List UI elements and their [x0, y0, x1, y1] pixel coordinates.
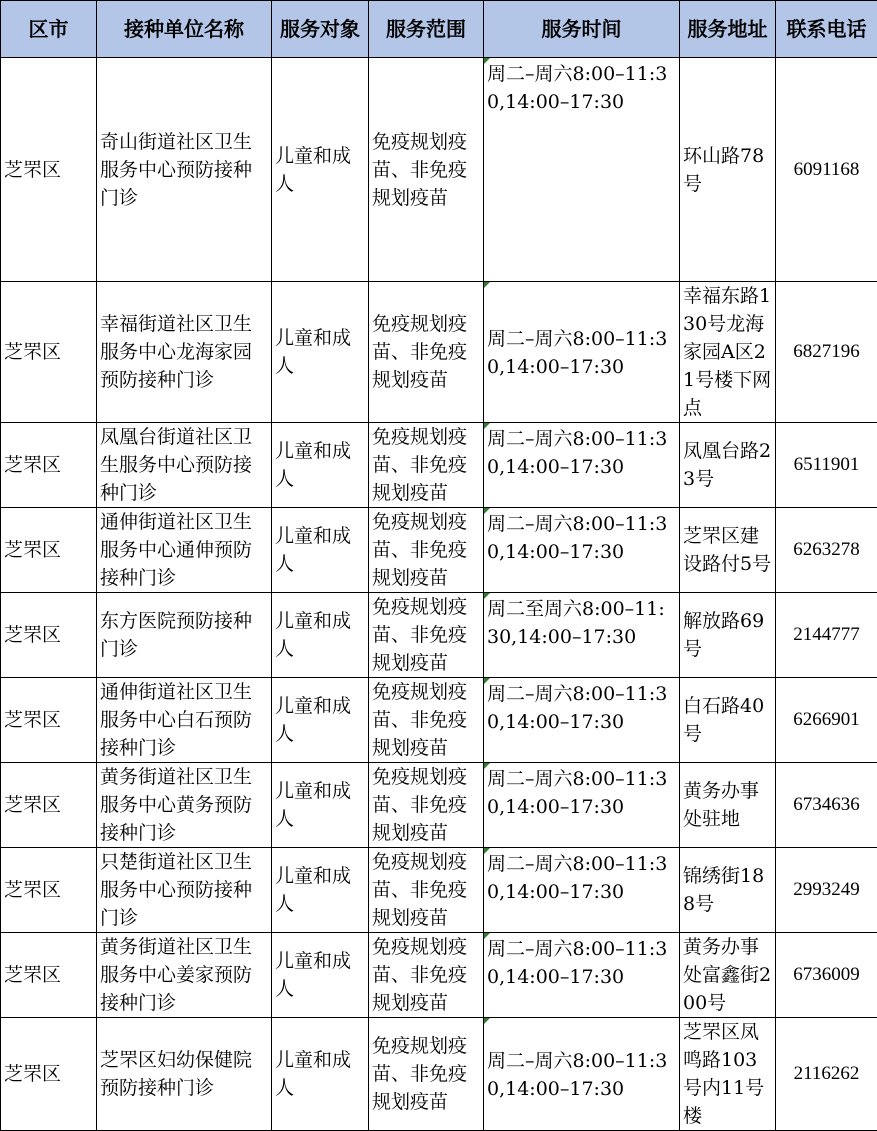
cell-scope: 免疫规划疫苗、非免疫规划疫苗: [369, 1018, 484, 1131]
cell-time: 周二至周六8:00–11:30,14:00–17:30: [484, 593, 680, 678]
cell-time: 周二–周六8:00–11:30,14:00–17:30: [484, 848, 680, 933]
cell-site-name: 幸福街道社区卫生服务中心龙海家园预防接种门诊: [97, 282, 272, 423]
cell-time: 周二–周六8:00–11:30,14:00–17:30: [484, 508, 680, 593]
table-row: [1, 763, 877, 848]
cell-time: 周二–周六8:00–11:30,14:00–17:30: [484, 58, 680, 282]
cell-site-name: 通伸街道社区卫生服务中心通伸预防接种门诊: [97, 508, 272, 593]
cell-scope: 免疫规划疫苗、非免疫规划疫苗: [369, 282, 484, 423]
table-row: [1, 1018, 877, 1131]
cell-district: 芝罘区: [1, 763, 97, 848]
cell-scope: 免疫规划疫苗、非免疫规划疫苗: [369, 933, 484, 1018]
cell-district: 芝罘区: [1, 933, 97, 1018]
cell-time: 周二–周六8:00–11:30,14:00–17:30: [484, 282, 680, 423]
cell-scope: 免疫规划疫苗、非免疫规划疫苗: [369, 423, 484, 508]
cell-site-name: 黄务街道社区卫生服务中心姜家预防接种门诊: [97, 933, 272, 1018]
cell-phone: 6266901: [776, 678, 877, 763]
cell-target: 儿童和成人: [272, 678, 369, 763]
cell-address: 解放路69号: [680, 593, 776, 678]
cell-phone: 2144777: [776, 593, 877, 678]
cell-address: 凤凰台路23号: [680, 423, 776, 508]
cell-time: 周二–周六8:00–11:30,14:00–17:30: [484, 1018, 680, 1131]
cell-phone: 6263278: [776, 508, 877, 593]
header-scope: 服务范围: [369, 1, 484, 58]
cell-time: 周二–周六8:00–11:30,14:00–17:30: [484, 763, 680, 848]
table-row: [1, 678, 877, 763]
table-row: [1, 423, 877, 508]
header-site-name: 接种单位名称: [97, 1, 272, 58]
cell-time: 周二–周六8:00–11:30,14:00–17:30: [484, 423, 680, 508]
cell-target: 儿童和成人: [272, 423, 369, 508]
table-row: [1, 593, 877, 678]
table-row: [1, 933, 877, 1018]
cell-scope: 免疫规划疫苗、非免疫规划疫苗: [369, 508, 484, 593]
cell-address: 黄务办事处富鑫街200号: [680, 933, 776, 1018]
header-target: 服务对象: [272, 1, 369, 58]
cell-phone: 6827196: [776, 282, 877, 423]
cell-target: 儿童和成人: [272, 933, 369, 1018]
cell-time: 周二–周六8:00–11:30,14:00–17:30: [484, 933, 680, 1018]
cell-target: 儿童和成人: [272, 58, 369, 282]
cell-scope: 免疫规划疫苗、非免疫规划疫苗: [369, 593, 484, 678]
cell-target: 儿童和成人: [272, 593, 369, 678]
table-row: [1, 282, 877, 423]
cell-site-name: 通伸街道社区卫生服务中心白石预防接种门诊: [97, 678, 272, 763]
cell-target: 儿童和成人: [272, 282, 369, 423]
header-row: [1, 1, 877, 58]
header-address: 服务地址: [680, 1, 776, 58]
cell-target: 儿童和成人: [272, 1018, 369, 1131]
cell-address: 芝罘区凤鸣路103号内11号楼: [680, 1018, 776, 1131]
header-time: 服务时间: [484, 1, 680, 58]
cell-phone: 2116262: [776, 1018, 877, 1131]
header-phone: 联系电话: [776, 1, 877, 58]
cell-scope: 免疫规划疫苗、非免疫规划疫苗: [369, 678, 484, 763]
cell-district: 芝罘区: [1, 1018, 97, 1131]
cell-site-name: 凤凰台街道社区卫生服务中心预防接种门诊: [97, 423, 272, 508]
cell-site-name: 东方医院预防接种门诊: [97, 593, 272, 678]
cell-site-name: 黄务街道社区卫生服务中心黄务预防接种门诊: [97, 763, 272, 848]
table-row: [1, 58, 877, 282]
cell-target: 儿童和成人: [272, 763, 369, 848]
cell-target: 儿童和成人: [272, 848, 369, 933]
cell-phone: 6736009: [776, 933, 877, 1018]
cell-scope: 免疫规划疫苗、非免疫规划疫苗: [369, 763, 484, 848]
cell-site-name: 奇山街道社区卫生服务中心预防接种门诊: [97, 58, 272, 282]
cell-scope: 免疫规划疫苗、非免疫规划疫苗: [369, 58, 484, 282]
cell-address: 幸福东路130号龙海家园A区21号楼下网点: [680, 282, 776, 423]
cell-district: 芝罘区: [1, 423, 97, 508]
cell-district: 芝罘区: [1, 848, 97, 933]
cell-address: 芝罘区建设路付5号: [680, 508, 776, 593]
cell-district: 芝罘区: [1, 58, 97, 282]
cell-phone: 6511901: [776, 423, 877, 508]
cell-address: 白石路40号: [680, 678, 776, 763]
cell-address: 锦绣街188号: [680, 848, 776, 933]
cell-phone: 6091168: [776, 58, 877, 282]
cell-site-name: 只楚街道社区卫生服务中心预防接种门诊: [97, 848, 272, 933]
table-row: [1, 508, 877, 593]
cell-time: 周二–周六8:00–11:30,14:00–17:30: [484, 678, 680, 763]
header-district: 区市: [1, 1, 97, 58]
cell-address: 黄务办事处驻地: [680, 763, 776, 848]
cell-district: 芝罘区: [1, 508, 97, 593]
cell-phone: 6734636: [776, 763, 877, 848]
cell-target: 儿童和成人: [272, 508, 369, 593]
cell-phone: 2993249: [776, 848, 877, 933]
cell-district: 芝罘区: [1, 593, 97, 678]
cell-district: 芝罘区: [1, 282, 97, 423]
cell-site-name: 芝罘区妇幼保健院预防接种门诊: [97, 1018, 272, 1131]
table-row: [1, 848, 877, 933]
cell-scope: 免疫规划疫苗、非免疫规划疫苗: [369, 848, 484, 933]
cell-address: 环山路78号: [680, 58, 776, 282]
cell-district: 芝罘区: [1, 678, 97, 763]
